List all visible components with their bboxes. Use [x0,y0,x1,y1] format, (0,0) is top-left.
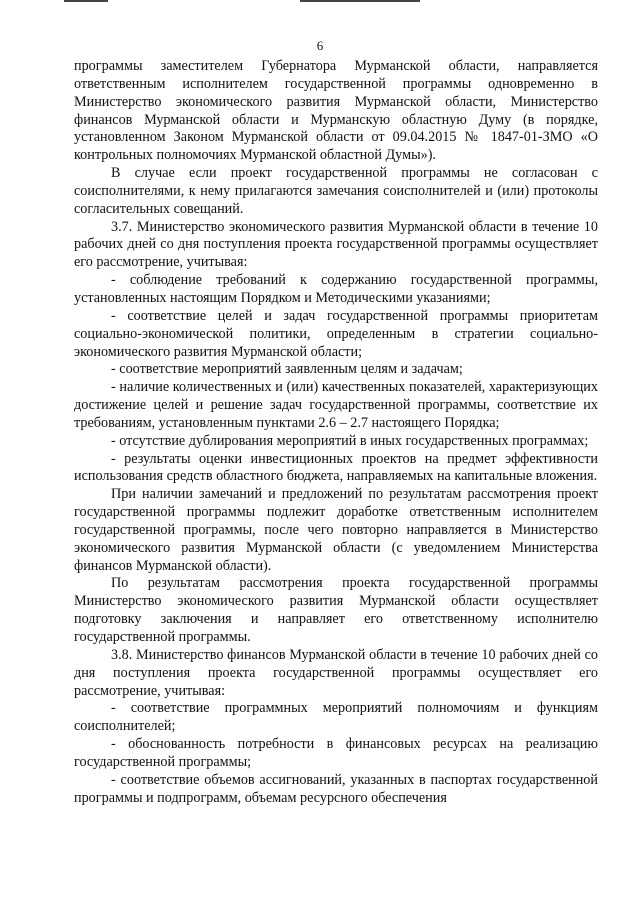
paragraph-1: программы заместителем Губернатора Мурманской области, направляется ответственным исполнителем государственной программы одновременно в Министерство экономического развития Мурманской области, Министерство финансов Мурманской области и Мурманскую областную Думу (в порядке, установленном Законом Мурманской области от 09.04.2015 № 1847-01-ЗМО «О контрольных полномочиях Мурманской областной Думы»). [74,58,598,164]
list-item: - соответствие программных мероприятий полномочиям и функциям соисполнителей; [74,700,598,735]
list-item: - соответствие мероприятий заявленным целям и задачам; [111,361,463,378]
paragraph-3-7: 3.7. Министерство экономического развития Мурманской области в течение 10 рабочих дней со дня поступления проекта государственной программы осуществляет его рассмотрение, учитывая: [74,218,598,271]
list-item: - наличие количественных и (или) качественных показателей, характеризующих достижение целей и решение задач государственной программы, соответствие их требованиям, установленным пунктами 2.6 – 2.7 настоящего Порядка; [74,379,598,431]
paragraph-remarks: При наличии замечаний и предложений по результатам рассмотрения проект государственной программы подлежит доработке ответственным исполнителем государственной программы, после чего повторно направляется в Министерство экономического развития Мурманской области (с уведомлением Министерства финансов Мурманской области). [74,486,598,574]
document-body [74,58,598,807]
top-scan-line-left [64,0,108,2]
paragraph-3-8: 3.8. Министерство финансов Мурманской области в течение 10 рабочих дней со дня поступления проекта государственной программы осуществляет его рассмотрение, учитывая: [74,646,598,699]
top-scan-line-center [300,0,420,2]
list-item: - результаты оценки инвестиционных проектов на предмет эффективности использования средств областного бюджета, направляемых на капитальные вложения. [74,450,598,485]
list-item: - соблюдение требований к содержанию государственной программы, установленных настоящим Порядком и Методическими указаниями; [74,272,598,306]
paragraph-2: В случае если проект государственной программы не согласован с соисполнителями, к нему прилагаются замечания соисполнителей и (или) протоколы согласительных совещаний. [74,165,598,217]
list-item: - соответствие объемов ассигнований, указанных в паспортах государственной программы и подпрограмм, объемам ресурсного обеспечения [74,771,598,806]
paragraph-conclusion: По результатам рассмотрения проекта государственной программы Министерство экономического развития Мурманской области осуществляет подготовку заключения и направляет его ответственному исполнителю государственной программы. [74,575,598,645]
page-number: 6 [316,38,324,53]
list-item: - обоснованность потребности в финансовых ресурсах на реализацию государственной программы; [74,736,598,770]
list-item: - соответствие целей и задач государственной программы приоритетам социально-экономической политики, определенным в стратегии социально-экономического развития Мурманской области; [74,307,598,360]
list-item: - отсутствие дублирования мероприятий в иных государственных программах; [111,432,589,449]
